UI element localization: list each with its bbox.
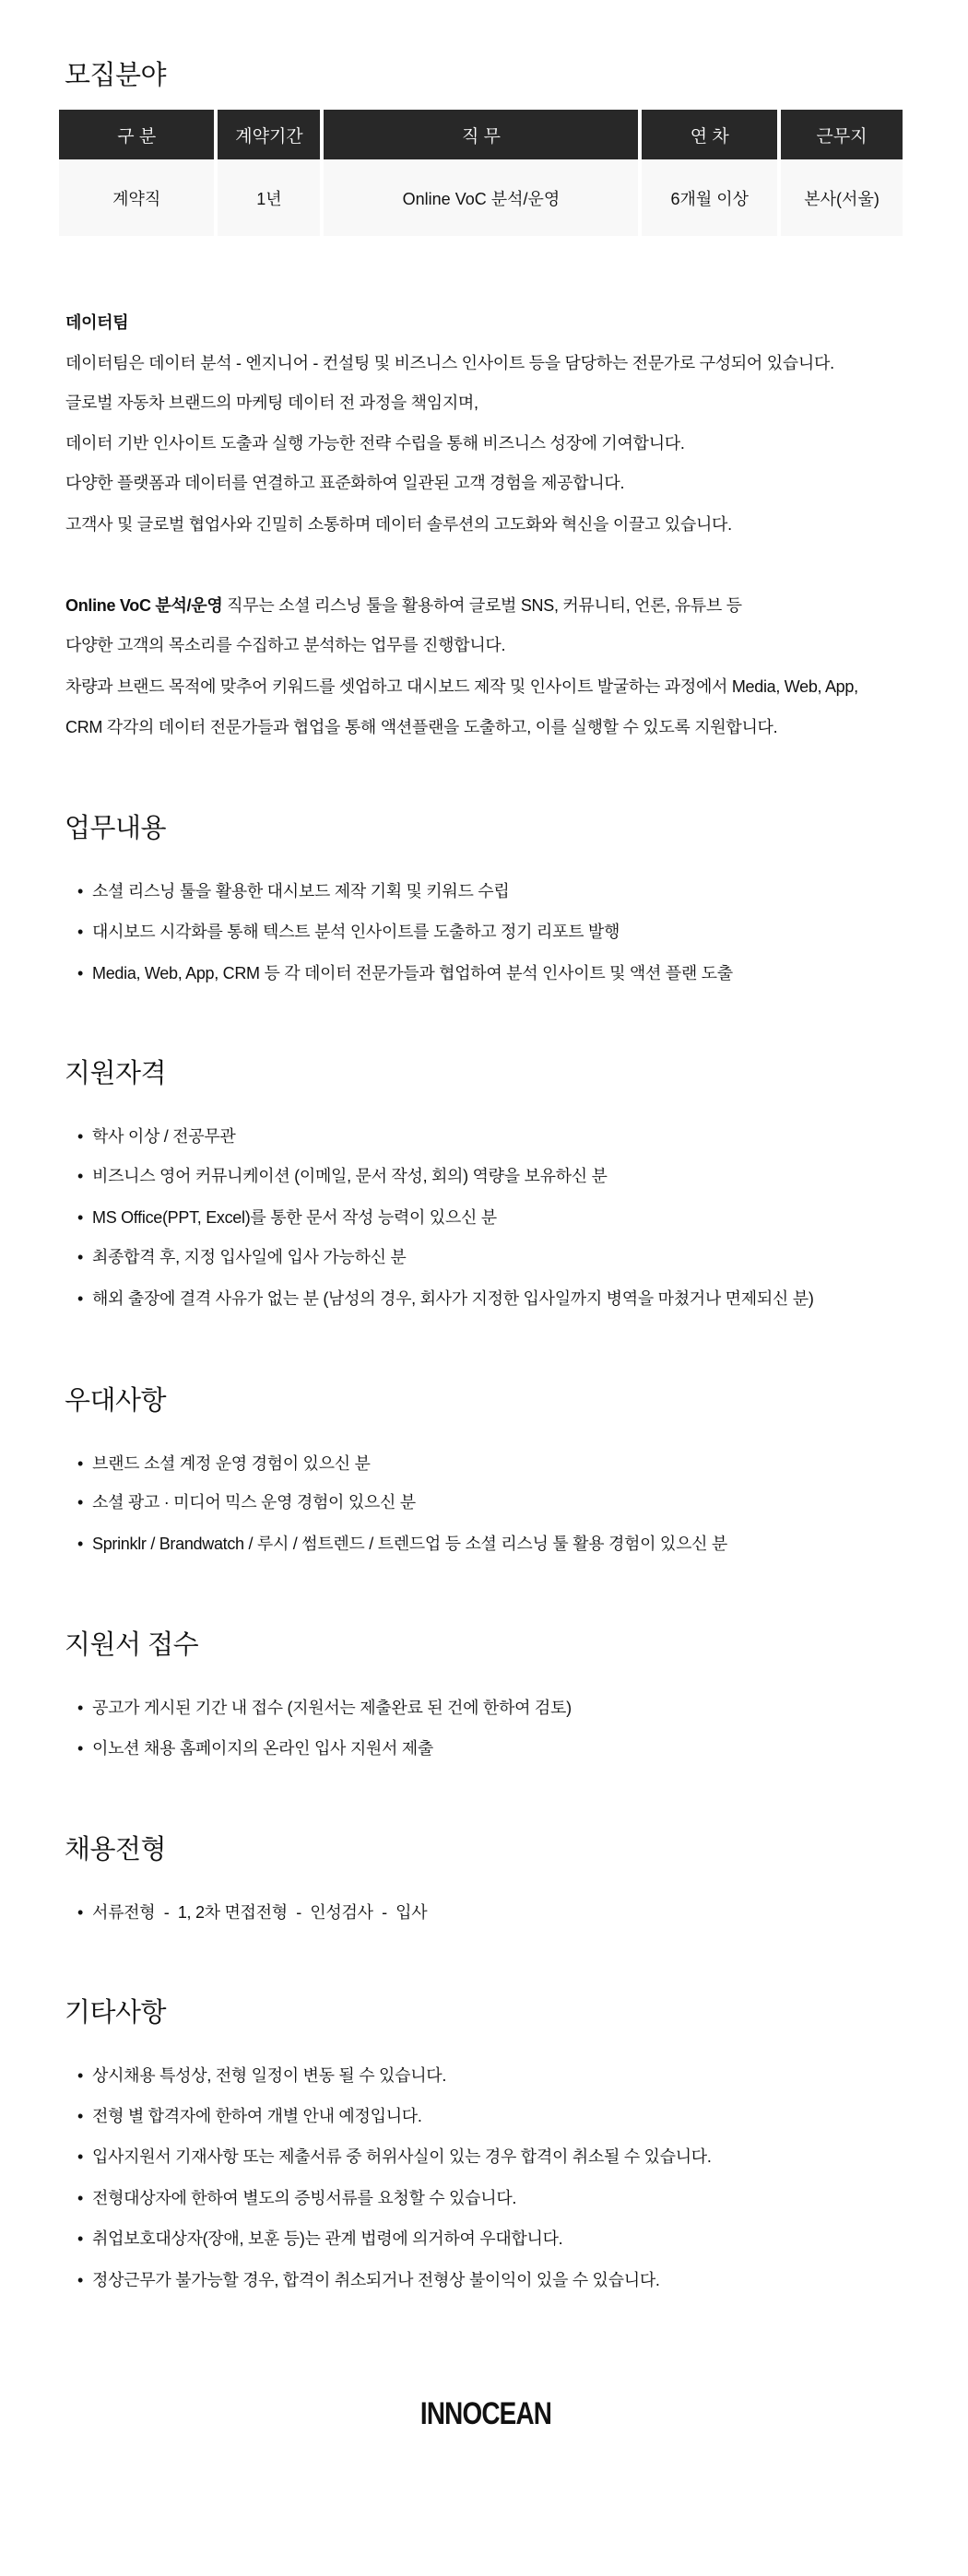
list-item-text: MS Office(PPT, Excel)를 통한 문서 작성 능력이 있으신 분 — [92, 1208, 497, 1227]
list-item — [77, 2268, 660, 2292]
cell-type: 계약직 — [59, 159, 214, 236]
header-experience: 연 차 — [642, 110, 777, 159]
bullet-icon: • — [77, 882, 84, 900]
list-item — [77, 2145, 712, 2169]
section-title: 지원서 접수 — [65, 1630, 199, 1660]
section-title: 업무내용 — [65, 814, 167, 843]
list-item-text: 상시채용 특성상, 전형 일정이 변동 될 수 있습니다. — [92, 2066, 447, 2085]
section-title: 기타사항 — [65, 1998, 167, 2028]
list-item — [77, 1452, 371, 1476]
bullet-icon: • — [77, 1739, 84, 1758]
bullet-icon: • — [77, 1248, 84, 1266]
role-line: 차량과 브랜드 목적에 맞추어 키워드를 셋업하고 대시보드 제작 및 인사이트 발굴하는 과정에서 Media, Web, App, — [65, 677, 858, 696]
bullet-icon: • — [77, 964, 84, 982]
bullet-icon: • — [77, 2189, 84, 2207]
list-item — [77, 1124, 236, 1148]
header-period: 계약기간 — [218, 110, 320, 159]
role-line: 다양한 고객의 목소리를 수집하고 분석하는 업무를 진행합니다. — [65, 636, 506, 654]
list-item-text: 전형대상자에 한하여 별도의 증빙서류를 요청할 수 있습니다. — [92, 2189, 517, 2207]
team-line: 데이터 기반 인사이트 도출과 실행 가능한 전략 수립을 통해 비즈니스 성장에 기여합니다. — [65, 434, 685, 453]
list-item — [77, 2186, 516, 2210]
table-header-row — [59, 110, 903, 159]
bullet-icon: • — [77, 2066, 84, 2085]
list-item — [77, 1532, 727, 1556]
section-title: 채용전형 — [65, 1835, 167, 1864]
role-name: Online VoC 분석/운영 — [65, 596, 223, 615]
bullet-icon: • — [77, 1493, 84, 1511]
list-item-text: 취업보호대상자(장애, 보훈 등)는 관계 법령에 의거하여 우대합니다. — [92, 2229, 563, 2248]
list-item — [77, 1696, 572, 1720]
header-job: 직 무 — [324, 110, 638, 159]
list-item — [77, 961, 733, 985]
section-title: 지원자격 — [65, 1059, 167, 1088]
bullet-icon: • — [77, 2147, 84, 2166]
team-line: 글로벌 자동차 브랜드의 마케팅 데이터 전 과정을 책임지며, — [65, 394, 478, 412]
bullet-icon: • — [77, 1699, 84, 1717]
header-location: 근무지 — [781, 110, 903, 159]
bullet-icon: • — [77, 2107, 84, 2125]
list-item-text: 입사지원서 기재사항 또는 제출서류 중 허위사실이 있는 경우 합격이 취소될 수 있습니다. — [92, 2147, 712, 2166]
team-title: 데이터팀 — [65, 313, 129, 332]
list-item-text: 학사 이상 / 전공무관 — [92, 1127, 236, 1146]
bullet-icon: • — [77, 1289, 84, 1308]
role-line: CRM 각각의 데이터 전문가들과 협업을 통해 액션플랜을 도출하고, 이를 실행할 수 있도록 지원합니다. — [65, 718, 778, 736]
innocean-logo: INNOCEAN — [419, 2396, 552, 2431]
bullet-icon: • — [77, 923, 84, 941]
list-item — [77, 2104, 422, 2128]
role-line — [65, 594, 742, 618]
list-item — [77, 920, 620, 944]
list-item — [77, 1164, 608, 1188]
bullet-icon: • — [77, 1535, 84, 1553]
cell-period: 1년 — [218, 159, 320, 236]
list-item-text: 소셜 리스닝 툴을 활용한 대시보드 제작 기획 및 키워드 수립 — [92, 882, 510, 900]
table-row — [59, 159, 903, 236]
section-title: 우대사항 — [65, 1386, 167, 1416]
recruit-title: 모집분야 — [65, 61, 167, 90]
list-item-text: 전형 별 합격자에 한하여 개별 안내 예정입니다. — [92, 2107, 422, 2125]
list-item-text: Sprinklr / Brandwatch / 루시 / 썸트렌드 / 트렌드업 등 소셜 리스닝 툴 활용 경험이 있으신 분 — [92, 1535, 727, 1553]
cell-job: Online VoC 분석/운영 — [324, 159, 638, 236]
bullet-icon: • — [77, 1127, 84, 1146]
list-item — [77, 1245, 407, 1269]
recruit-table — [55, 110, 906, 236]
bullet-icon: • — [77, 2271, 84, 2289]
role-line-rest: 직무는 소셜 리스닝 툴을 활용하여 글로벌 SNS, 커뮤니티, 언론, 유튜브 등 — [222, 596, 742, 615]
bullet-icon: • — [77, 1208, 84, 1227]
team-line: 데이터팀은 데이터 분석 - 엔지니어 - 컨설팅 및 비즈니스 인사이트 등을 담당하는 전문가로 구성되어 있습니다. — [65, 354, 834, 372]
list-item-text: 이노션 채용 홈페이지의 온라인 입사 지원서 제출 — [92, 1739, 433, 1758]
list-item-text: 서류전형 - 1, 2차 면접전형 - 인성검사 - 입사 — [92, 1903, 428, 1922]
list-item — [77, 1736, 433, 1760]
list-item — [77, 2227, 562, 2251]
list-item-text: 해외 출장에 결격 사유가 없는 분 (남성의 경우, 회사가 지정한 입사일까지 병역을 마쳤거나 면제되신 분) — [92, 1289, 814, 1308]
list-item — [77, 879, 509, 903]
bullet-icon: • — [77, 1903, 84, 1922]
list-item-text: 브랜드 소셜 계정 운영 경험이 있으신 분 — [92, 1454, 371, 1473]
list-item-text: 최종합격 후, 지정 입사일에 입사 가능하신 분 — [92, 1248, 407, 1266]
list-item-text: 공고가 게시된 기간 내 접수 (지원서는 제출완료 된 건에 한하여 검토) — [92, 1699, 572, 1717]
cell-location: 본사(서울) — [781, 159, 903, 236]
bullet-icon: • — [77, 2229, 84, 2248]
list-item — [77, 1206, 497, 1229]
list-item — [77, 1287, 814, 1311]
list-item-text: 대시보드 시각화를 통해 텍스트 분석 인사이트를 도출하고 정기 리포트 발행 — [92, 923, 620, 941]
list-item-text: Media, Web, App, CRM 등 각 데이터 전문가들과 협업하여 분석 인사이트 및 액션 플랜 도출 — [92, 964, 733, 982]
header-type: 구 분 — [59, 110, 214, 159]
list-item-text: 정상근무가 불가능할 경우, 합격이 취소되거나 전형상 불이익이 있을 수 있습니다. — [92, 2271, 660, 2289]
list-item — [77, 1490, 416, 1514]
list-item — [77, 2064, 446, 2088]
list-item-text: 소셜 광고 · 미디어 믹스 운영 경험이 있으신 분 — [92, 1493, 416, 1511]
bullet-icon: • — [77, 1454, 84, 1473]
cell-experience: 6개월 이상 — [642, 159, 777, 236]
list-item — [77, 1900, 427, 1924]
team-line: 다양한 플랫폼과 데이터를 연결하고 표준화하여 일관된 고객 경험을 제공합니다. — [65, 474, 625, 492]
list-item-text: 비즈니스 영어 커뮤니케이션 (이메일, 문서 작성, 회의) 역량을 보유하신 분 — [92, 1167, 608, 1185]
bullet-icon: • — [77, 1167, 84, 1185]
team-line: 고객사 및 글로벌 협업사와 긴밀히 소통하며 데이터 솔루션의 고도화와 혁신을 이끌고 있습니다. — [65, 515, 732, 534]
